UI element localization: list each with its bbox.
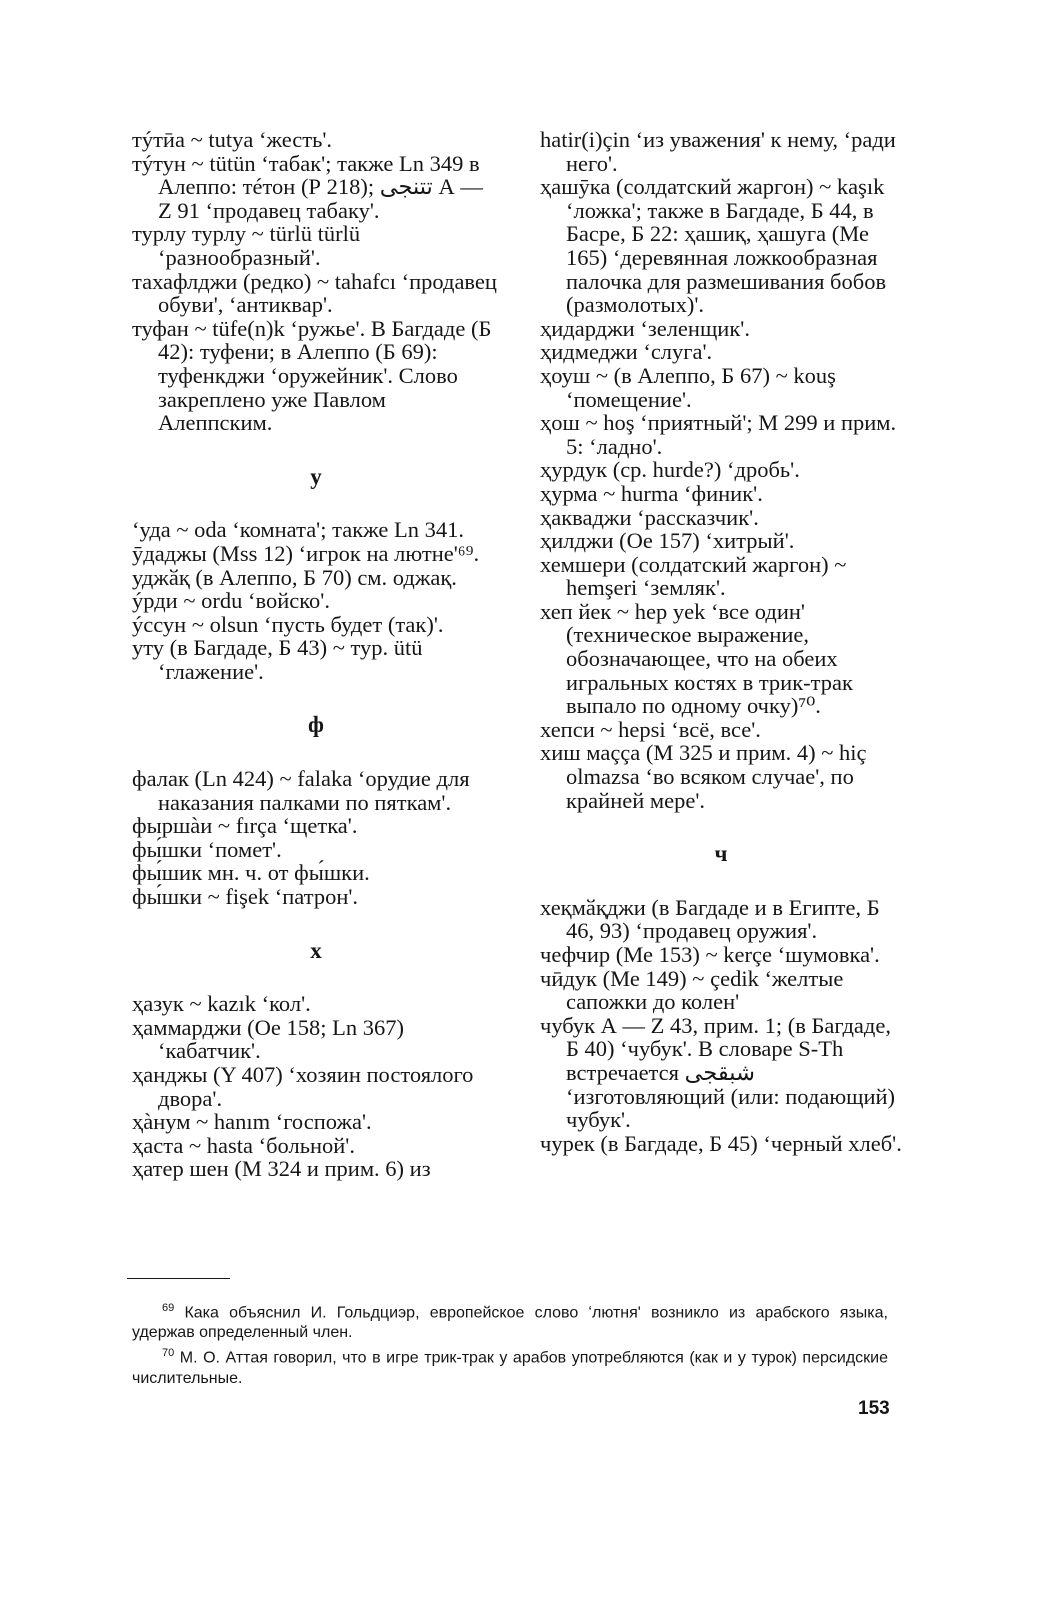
footnote-70 — [132, 1343, 888, 1388]
entries-f — [132, 767, 500, 909]
page-number: 153 — [858, 1398, 890, 1419]
dictionary-entry: ʻуда ~ oda ʻкомната'; также Ln 341. — [132, 517, 464, 543]
section-letter-ch: ч — [714, 841, 728, 867]
dictionary-entry: ҳазук ~ kazık ʻкол'. — [132, 991, 311, 1017]
entries-t — [132, 128, 500, 435]
dictionary-entry: фы́шик мн. ч. от фы́шки. — [132, 860, 370, 886]
dictionary-entry: ҳидмеджи ʻслуга'. — [540, 339, 713, 365]
entries-h — [132, 992, 500, 1181]
dictionary-entry: хеқмӑқджи (в Багдаде и в Египте, Б 46, 93) ʻпродавец оружия'. — [540, 894, 880, 944]
dictionary-entry: hatir(i)çin ʻиз уважения' к нему, ʻради него'. — [540, 127, 896, 176]
dictionary-entry: тýтӣа ~ tutya ʻжесть'. — [132, 127, 333, 152]
entries-u — [132, 518, 500, 683]
dictionary-entry: фыршàи ~ fırça ʻщетка'. — [132, 813, 358, 839]
left-column — [132, 128, 500, 1181]
dictionary-entry: ӯдаджы (Mss 12) ʻигрок на лютне'⁶⁹. — [132, 540, 480, 566]
dictionary-entry: туфан ~ tüfe(n)k ʻружье'. В Багдаде (Б 42): туфени; в Алеппо (Б 69): туфенкджи ʻоружейник'. Слово закреплено уже Павлом Алеппским. — [132, 315, 492, 436]
dictionary-entry: чубук А — Z 43, прим. 1; (в Багдаде, Б 40) ʻчубук'. В словаре S-Th встречается شبقجى ʻизготовляющий (или: подающий) чубук'. — [540, 1012, 896, 1133]
entries-h-cont — [540, 128, 902, 812]
dictionary-entry: хепси ~ hepsi ʻвсё, все'. — [540, 716, 761, 742]
dictionary-entry: ҳàнум ~ hanım ʻгоспожа'. — [132, 1109, 372, 1135]
dictionary-entry: чурек (в Багдаде, Б 45) ʻчерный хлеб'. — [540, 1130, 902, 1156]
section-letter-h: х — [310, 937, 322, 963]
dictionary-entry: ҳурдук (ср. hurde?) ʻдробь'. — [540, 457, 800, 483]
dictionary-entry: уту (в Багдаде, Б 43) ~ тур. ütü ʻглажение'. — [132, 635, 423, 684]
section-letter-f: ф — [308, 712, 324, 738]
dictionary-entry: хиш маçça (М 325 и прим. 4) ~ hiç olmazsa ʻво всяком случае', по крайней мере'. — [540, 740, 867, 813]
dictionary-entry: ҳош ~ hoş ʻприятный'; М 299 и прим. 5: ʻладно'. — [540, 410, 897, 459]
section-letter-u: у — [310, 463, 322, 489]
dictionary-entry: хемшери (солдатский жаргон) ~ hemşeri ʻземляк'. — [540, 551, 847, 601]
footnote-69 — [132, 1298, 888, 1343]
dictionary-entry: ҳидарджи ʻзеленщик'. — [540, 315, 750, 341]
dictionary-entry: ҳаста ~ hasta ʻбольной'. — [132, 1132, 355, 1158]
footnote-number: 69 — [162, 1302, 175, 1314]
dictionary-entry: ýссун ~ olsun ʻпусть будет (так)'. — [132, 611, 444, 637]
dictionary-entry: чефчир (Ме 153) ~ kerçe ʻшумовка'. — [540, 942, 880, 967]
right-column — [540, 128, 902, 1155]
entries-ch — [540, 896, 902, 1156]
dictionary-entry: фалак (Ln 424) ~ falaka ʻорудие для наказания палками по пяткам'. — [132, 766, 470, 815]
dictionary-entry: ýрди ~ ordu ʻвойско'. — [132, 588, 330, 614]
dictionary-entry: хеп йек ~ hep yek ʻвсе один' (техническое выражение, обозначающее, что на обеих игральных костях в трик-трак выпало по одному очку)⁷⁰. — [540, 598, 853, 719]
footnote-text: Кака объяснил И. Гольдциэр, европейское слово ʻлютня' возникло из арабского языка, удержав определенный член. — [132, 1304, 888, 1342]
dictionary-entry: турлу турлу ~ türlü türlü ʻразнообразный'. — [132, 221, 361, 270]
footnote-text: М. О. Аттая говорил, что в игре трик-трак у арабов употребляются (как и у турок) персидские числительные. — [132, 1349, 888, 1387]
dictionary-entry: ҳурма ~ hurma ʻфиник'. — [540, 480, 763, 506]
dictionary-entry: чӣдук (Ме 149) ~ çedik ʻжелтые сапожки до колен' — [540, 965, 844, 1015]
dictionary-entry: фы́шки ʻпомет'. — [132, 836, 282, 862]
dictionary-entry: ҳоуш ~ (в Алеппо, Б 67) ~ kouş ʻпомещение'. — [540, 362, 836, 412]
dictionary-entry: ҳаммарджи (Oe 158; Ln 367) ʻкабатчик'. — [132, 1014, 404, 1064]
footnote-number: 70 — [162, 1347, 175, 1360]
dictionary-entry: уджӑқ (в Алеппо, Б 70) см. оджақ. — [132, 564, 457, 590]
dictionary-entry: фы́шки ~ fişek ʻпатрон'. — [132, 884, 359, 910]
dictionary-entry: ҳакваджи ʻрассказчик'. — [540, 504, 759, 530]
footnotes — [132, 1298, 888, 1389]
dictionary-entry: ҳашӯка (солдатский жаргон) ~ kaşık ʻложка'; также в Багдаде, Б 44, в Басре, Б 22: ҳашиқ, ҳашуга (Ме 165) ʻдеревянная ложкообразная палочка для размешивания бобов (размолотых)'. — [540, 174, 887, 318]
dictionary-entry: ҳатер шен (М 324 и прим. 6) из — [132, 1156, 431, 1182]
footnote-divider — [127, 1278, 230, 1279]
dictionary-entry: ҳилджи (Oe 157) ʻхитрый'. — [540, 528, 795, 554]
dictionary-entry: ҳанджы (Y 407) ʻхозяин постоялого двора'. — [132, 1062, 474, 1111]
dictionary-entry: тахафлджи (редко) ~ tahafcı ʻпродавец обуви', ʻантиквар'. — [132, 268, 497, 318]
dictionary-entry: тýтун ~ tütün ʻтабак'; также Ln 349 в Алеппо: тéтон (Р 218); تتنجى А — Z 91 ʻпродавец табаку'. — [132, 150, 483, 223]
